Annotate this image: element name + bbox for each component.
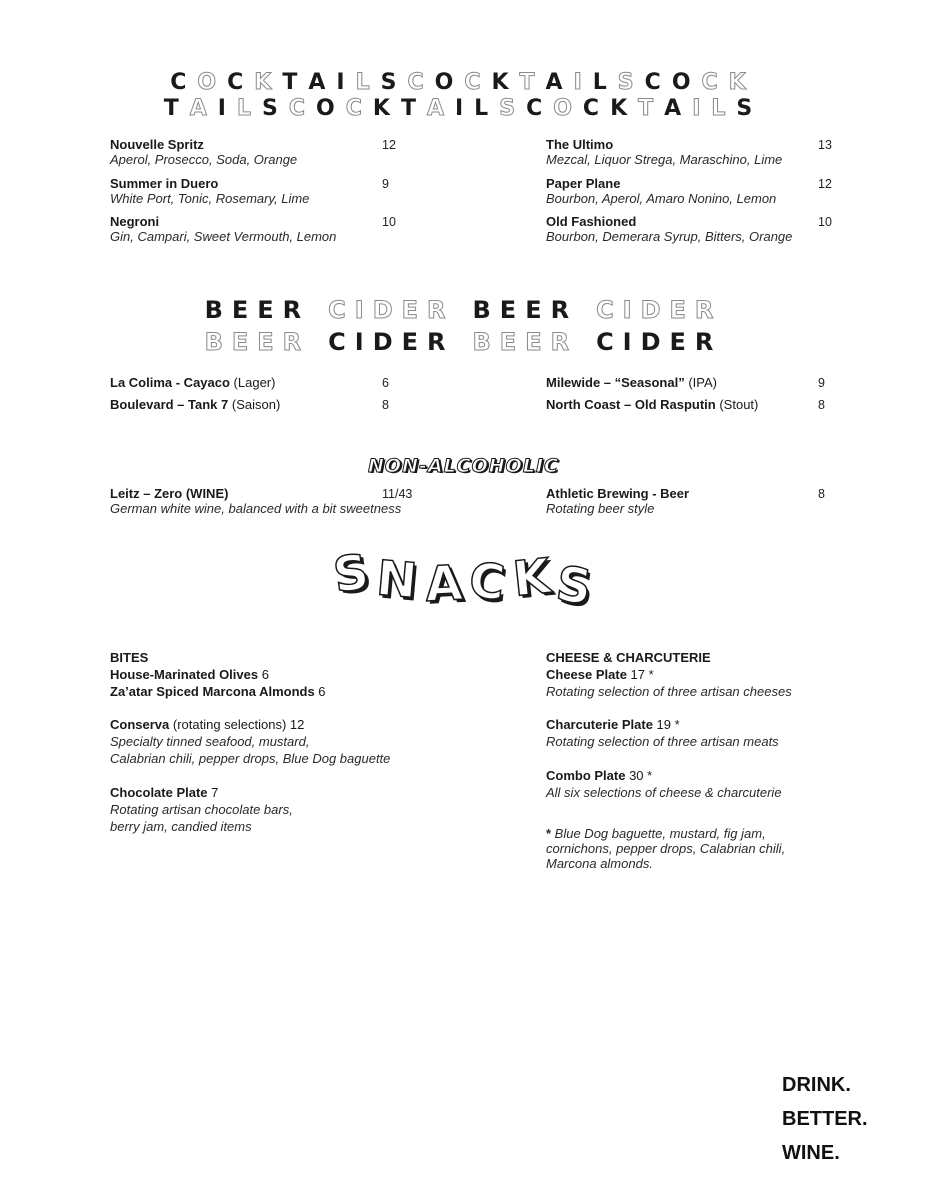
snack-desc: Rotating artisan chocolate bars, xyxy=(110,802,293,817)
cheese-section xyxy=(546,649,792,700)
footnote-line: Blue Dog baguette, mustard, fig jam, xyxy=(551,826,766,841)
beer-name: North Coast – Old Rasputin xyxy=(546,397,716,412)
beer-cider-banner-word: BEER xyxy=(204,328,311,356)
cocktails-banner-letter: K xyxy=(372,96,401,121)
cocktails-banner-letter: C xyxy=(288,96,317,121)
cocktails-banner-letter: C xyxy=(582,96,611,121)
beer-name: La Colima - Cayaco xyxy=(110,375,230,390)
cocktails-banner-letter: O xyxy=(197,70,228,95)
beer-style: (IPA) xyxy=(684,375,717,390)
cocktails-banner-letter: S xyxy=(380,70,408,95)
snack-name: Charcuterie Plate xyxy=(546,717,653,732)
snack-price: 30 * xyxy=(625,768,653,783)
cocktails-banner-letter: O xyxy=(316,96,346,121)
cocktails-banner-row-1 xyxy=(0,70,927,95)
tagline-line: WINE. xyxy=(782,1142,840,1164)
snack-note: (rotating selections) 12 xyxy=(169,717,305,732)
charcuterie-item xyxy=(546,716,779,750)
beer-cider-banner-word: CIDER xyxy=(596,296,723,324)
cocktails-banner-letter: A xyxy=(426,96,455,121)
na-item xyxy=(546,486,689,516)
beer-style: (Lager) xyxy=(229,375,276,390)
cocktails-banner-letter: K xyxy=(491,70,520,95)
cocktails-banner-letter: A xyxy=(664,96,693,121)
beer-cider-banner-word: CIDER xyxy=(328,296,455,324)
snacks-letter: K xyxy=(510,548,554,608)
cocktails-banner-letter: I xyxy=(217,96,237,121)
na-item xyxy=(110,486,401,516)
cocktails-banner-letter: O xyxy=(434,70,465,95)
cocktail-item xyxy=(546,137,782,167)
cocktail-desc: Mezcal, Liquor Strega, Maraschino, Lime xyxy=(546,152,783,167)
beer-style: (Saison) xyxy=(228,397,281,412)
cocktails-banner-letter: C xyxy=(526,96,554,121)
beer-price: 6 xyxy=(382,376,389,390)
snack-desc: Rotating selection of three artisan meats xyxy=(546,734,779,749)
na-price: 8 xyxy=(818,487,825,501)
cocktail-desc: Aperol, Prosecco, Soda, Orange xyxy=(110,152,298,167)
cocktail-item xyxy=(110,137,297,167)
beer-cider-banner-row-2 xyxy=(0,328,927,356)
cocktails-banner-letter: C xyxy=(345,96,373,121)
tagline xyxy=(782,1068,868,1170)
beer-price: 8 xyxy=(818,398,825,412)
na-desc: Rotating beer style xyxy=(546,501,655,516)
cocktail-desc: Bourbon, Demerara Syrup, Bitters, Orange xyxy=(546,229,793,244)
cocktails-banner-letter: S xyxy=(617,70,645,95)
cocktails-banner-letter: C xyxy=(464,70,492,95)
cocktail-name: The Ultimo xyxy=(546,137,614,152)
cocktail-name: Old Fashioned xyxy=(546,214,637,229)
snacks-letter: N xyxy=(373,550,419,610)
cocktails-banner-letter: T xyxy=(163,96,190,121)
snack-desc: Rotating selection of three artisan cheeses xyxy=(546,684,792,699)
bites-section xyxy=(110,649,326,700)
snack-price: 17 * xyxy=(626,667,654,682)
snack-desc: Specialty tinned seafood, mustard, xyxy=(110,734,310,749)
snack-price: 6 xyxy=(258,667,269,682)
cocktails-banner-letter: C xyxy=(170,70,198,95)
snack-desc: Calabrian chili, pepper drops, Blue Dog baguette xyxy=(110,751,391,766)
snacks-letter: S xyxy=(330,543,373,605)
snack-name: Combo Plate xyxy=(546,768,626,783)
tagline-line: DRINK. xyxy=(782,1074,851,1096)
snacks-letter: C xyxy=(466,552,508,612)
cocktails-banner-row-2 xyxy=(0,96,927,121)
footnote-mark: * xyxy=(546,826,552,841)
beer-name: Boulevard – Tank 7 xyxy=(110,397,229,412)
beer-item xyxy=(110,375,275,390)
cocktails-banner-letter: A xyxy=(545,70,574,95)
beer-item xyxy=(546,397,758,412)
footnote-line: cornichons, pepper drops, Calabrian chili, xyxy=(546,841,786,856)
cocktail-name: Summer in Duero xyxy=(110,176,219,191)
cocktails-banner-letter: T xyxy=(519,70,546,95)
cocktail-price: 13 xyxy=(818,138,832,152)
cocktails-banner-letter: T xyxy=(282,70,309,95)
cocktail-item xyxy=(546,214,792,244)
beer-cider-banner-word: BEER xyxy=(472,328,579,356)
beer-name: Milewide – “Seasonal” xyxy=(546,375,685,390)
snack-name: Chocolate Plate xyxy=(110,785,208,800)
beer-cider-banner-word: BEER xyxy=(204,296,311,324)
cocktail-price: 10 xyxy=(382,215,396,229)
beer-style: (Stout) xyxy=(715,397,759,412)
cocktails-banner-letter: I xyxy=(692,96,712,121)
beer-price: 8 xyxy=(382,398,389,412)
cocktails-banner-letter: L xyxy=(355,70,381,95)
cocktail-item xyxy=(546,176,776,206)
cocktail-price: 12 xyxy=(818,177,832,191)
beer-cider-banner-word: BEER xyxy=(472,296,579,324)
beer-cider-banner-word: CIDER xyxy=(596,328,723,356)
cocktails-banner-letter: C xyxy=(407,70,435,95)
cocktails-banner-letter: O xyxy=(671,70,702,95)
bites-label: BITES xyxy=(110,650,149,665)
beer-item xyxy=(546,375,717,390)
combo-item xyxy=(546,767,782,801)
cocktails-banner-letter: S xyxy=(262,96,289,121)
beer-cider-banner-row-1 xyxy=(0,296,927,324)
cocktails-banner-letter: A xyxy=(308,70,337,95)
cocktails-banner-letter: C xyxy=(644,70,672,95)
na-name: Athletic Brewing xyxy=(546,486,649,501)
na-desc: German white wine, balanced with a bit sweetness xyxy=(110,501,402,516)
snack-price: 7 xyxy=(207,785,219,800)
na-price: 11/43 xyxy=(382,487,413,501)
snack-name: Conserva xyxy=(110,717,170,732)
cocktail-name: Nouvelle Spritz xyxy=(110,137,204,152)
cocktails-banner-letter: L xyxy=(711,96,737,121)
snack-name: House-Marinated Olives xyxy=(110,667,259,682)
cocktail-price: 10 xyxy=(818,215,832,229)
cocktail-item xyxy=(110,214,336,244)
snack-desc: berry jam, candied items xyxy=(110,819,252,834)
footnote xyxy=(546,826,785,871)
cocktail-name: Negroni xyxy=(110,214,160,229)
snack-price: 19 * xyxy=(652,717,680,732)
snack-name: Za’atar Spiced Marcona Almonds xyxy=(110,684,315,699)
na-name-suffix: - Beer xyxy=(648,486,690,501)
cocktails-banner-letter: K xyxy=(254,70,283,95)
cocktails-banner-letter: I xyxy=(336,70,356,95)
non-alcoholic-heading: NON-ALCOHOLIC xyxy=(368,455,559,477)
cocktails-banner-letter: A xyxy=(189,96,218,121)
cocktails-banner-letter: K xyxy=(610,96,639,121)
snack-desc: All six selections of cheese & charcuterie xyxy=(546,785,782,800)
tagline-line: BETTER. xyxy=(782,1108,868,1130)
snacks-letter: A xyxy=(423,555,464,613)
cocktail-desc: Gin, Campari, Sweet Vermouth, Lemon xyxy=(110,229,337,244)
cocktails-banner-letter: I xyxy=(573,70,593,95)
cocktails-banner-letter: L xyxy=(236,96,262,121)
cocktail-name: Paper Plane xyxy=(546,176,621,191)
cocktail-item xyxy=(110,176,309,206)
conserva-item xyxy=(110,716,390,767)
cocktails-banner-letter: S xyxy=(736,96,764,121)
cocktails-banner-letter: T xyxy=(400,96,427,121)
beer-price: 9 xyxy=(818,376,825,390)
chocolate-item xyxy=(110,784,293,835)
beer-item xyxy=(110,397,280,412)
snack-price: 6 xyxy=(314,684,326,699)
cocktails-banner-letter: L xyxy=(592,70,618,95)
snacks-heading xyxy=(0,543,927,617)
beer-cider-banner-word: CIDER xyxy=(328,328,455,356)
snacks-letter: S xyxy=(553,555,596,617)
cocktails-banner-letter: K xyxy=(728,70,757,95)
cocktail-desc: Bourbon, Aperol, Amaro Nonino, Lemon xyxy=(546,191,777,206)
cheese-label: CHEESE & CHARCUTERIE xyxy=(546,650,711,665)
cocktails-banner-letter: O xyxy=(553,96,583,121)
cocktail-price: 12 xyxy=(382,138,396,152)
cocktail-desc: White Port, Tonic, Rosemary, Lime xyxy=(110,191,310,206)
snack-name: Cheese Plate xyxy=(546,667,627,682)
cocktails-banner-letter: C xyxy=(701,70,729,95)
cocktails-banner-letter: L xyxy=(474,96,500,121)
cocktail-price: 9 xyxy=(382,177,389,191)
na-name: Leitz – Zero (WINE) xyxy=(110,486,229,501)
footnote-line: Marcona almonds. xyxy=(546,856,653,871)
cocktails-banner-letter: S xyxy=(499,96,527,121)
cocktails-banner-letter: I xyxy=(454,96,475,121)
cocktails-banner-letter: T xyxy=(638,96,665,121)
cocktails-banner-letter: C xyxy=(227,70,255,95)
